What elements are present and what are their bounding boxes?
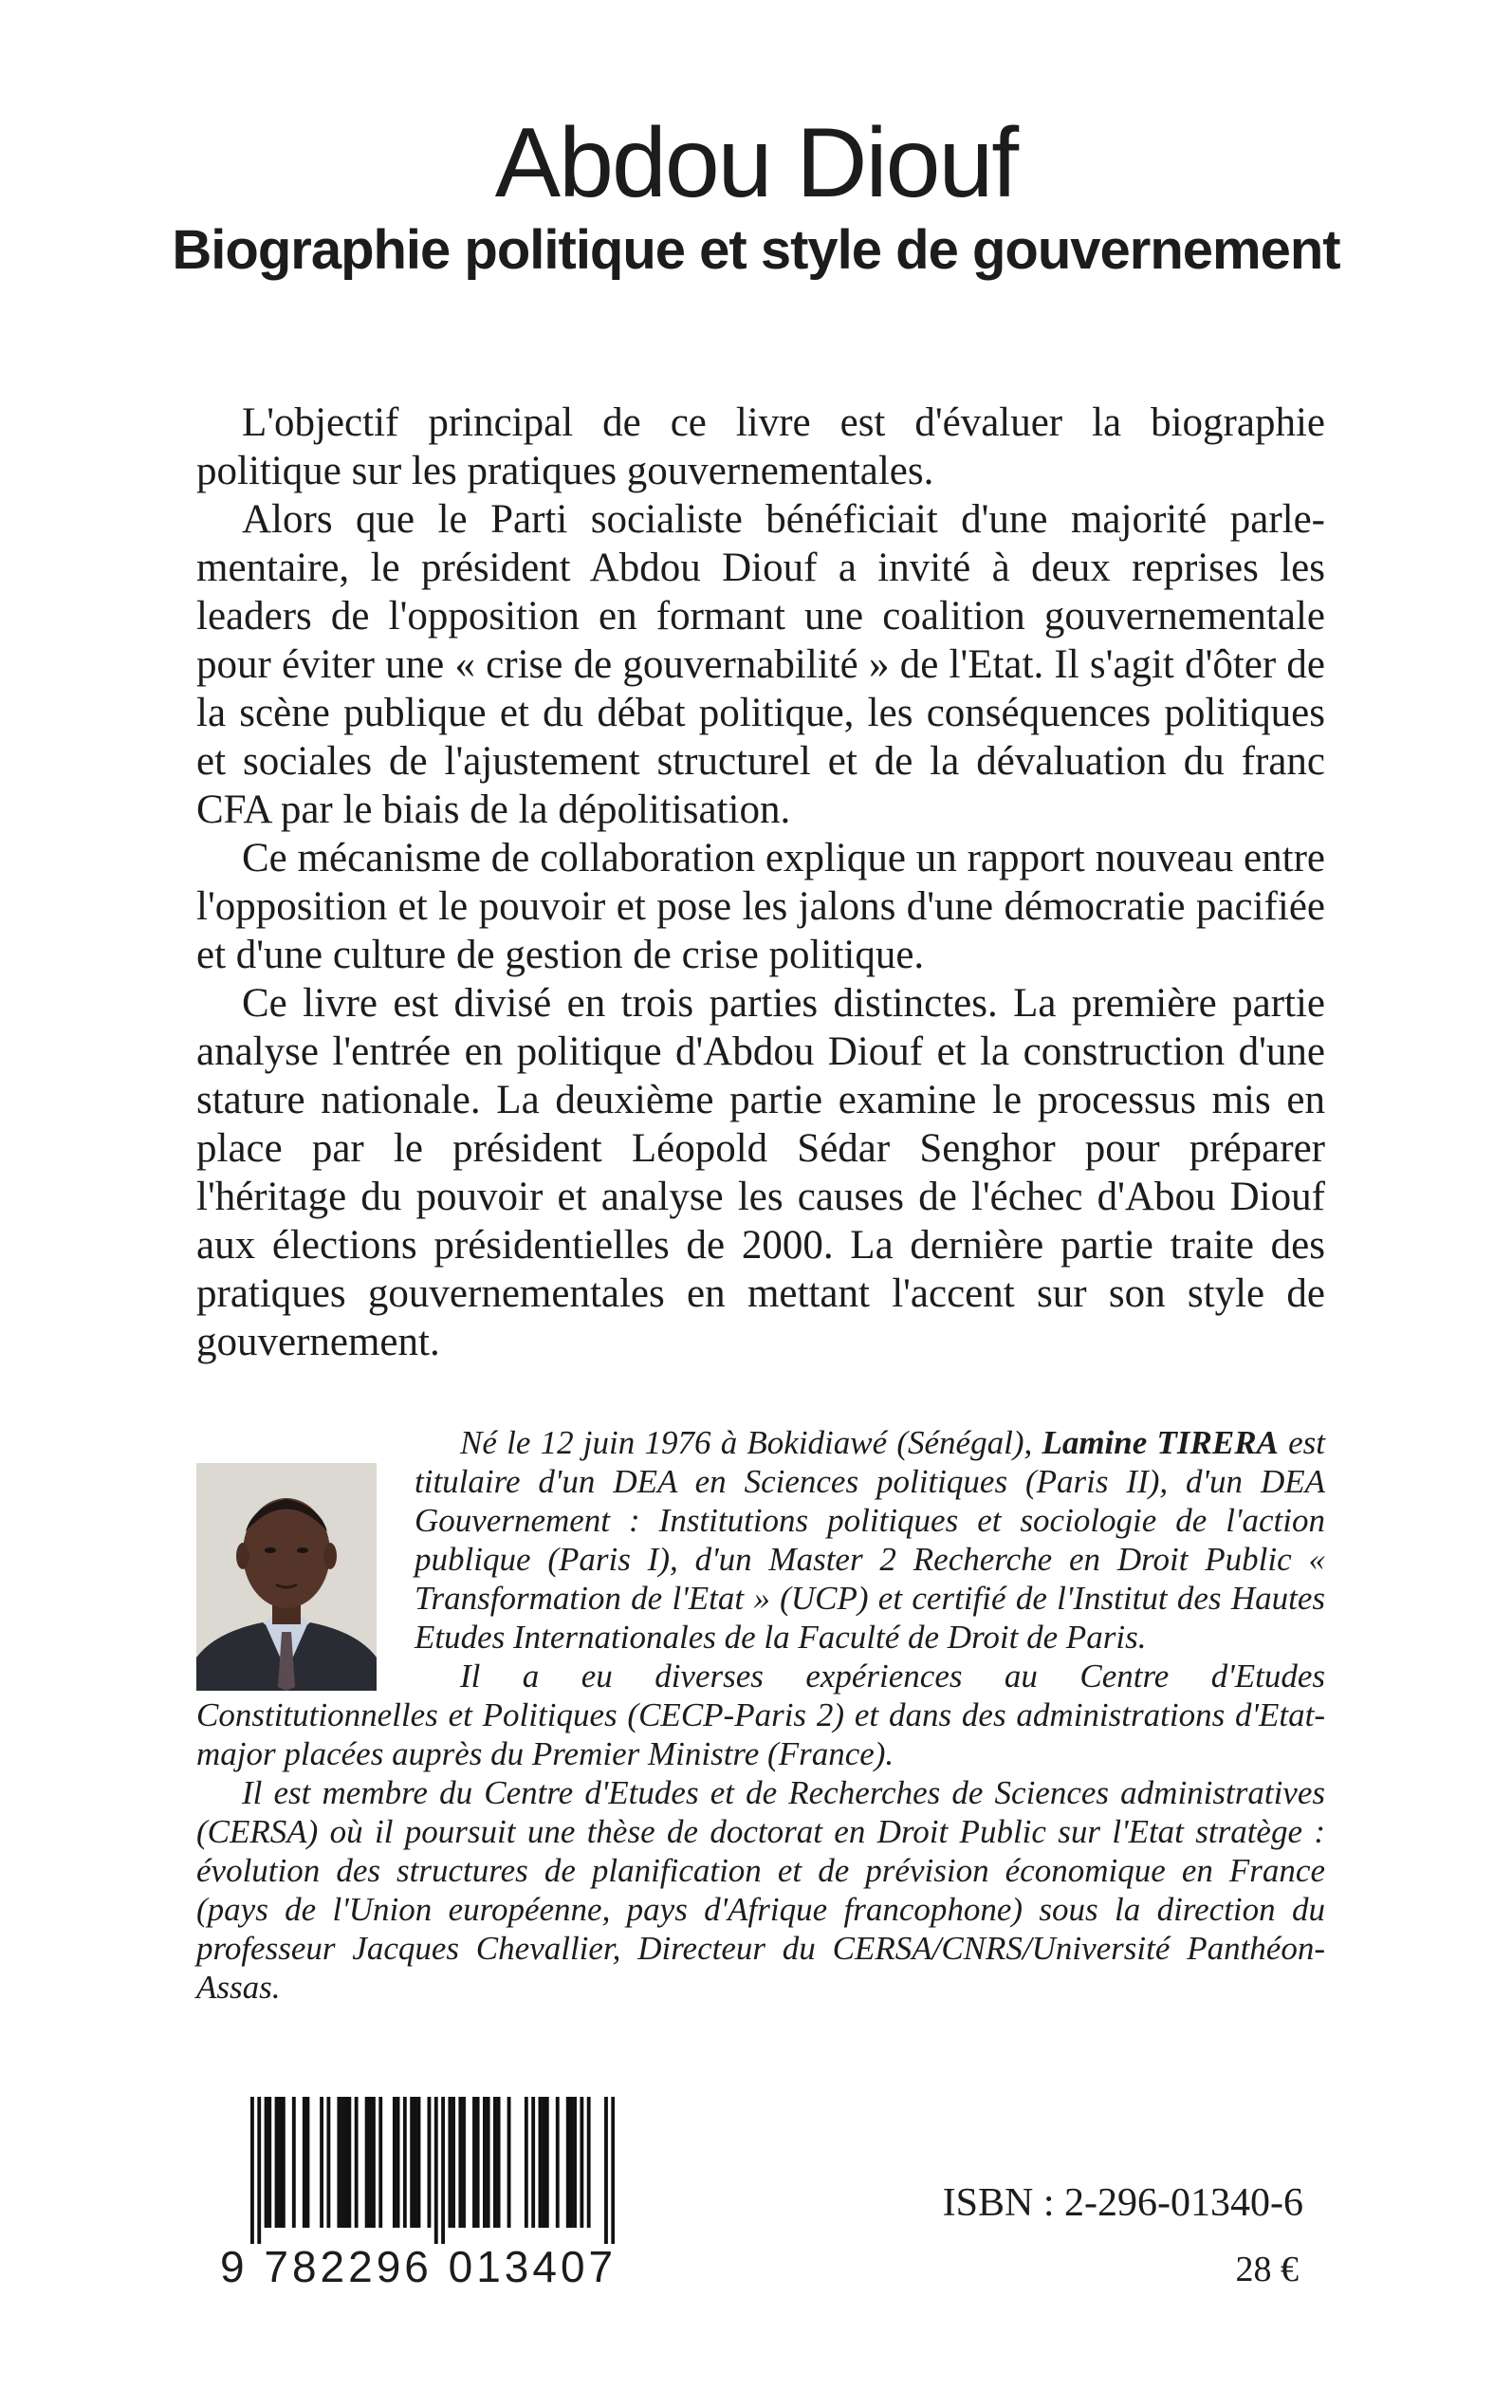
barcode-bar xyxy=(292,2097,296,2228)
summary-text xyxy=(196,398,1325,1366)
barcode-bar xyxy=(337,2097,341,2228)
barcode-bar xyxy=(507,2097,511,2228)
author-paragraph-2: Il a eu diverses expériences au Centre d'Etudes Constitutionnelles et Politiques (CECP-Paris 2) et dans des administrations d'Etat-major placées auprès du Premier Ministre (France). xyxy=(196,1658,1325,1772)
barcode-bar xyxy=(531,2097,535,2228)
barcode-bar xyxy=(365,2097,369,2228)
barcode-bar xyxy=(487,2097,490,2228)
barcode-bar xyxy=(368,2097,372,2228)
barcode-bar xyxy=(611,2097,615,2244)
barcode-bar xyxy=(347,2097,351,2228)
barcode-bar xyxy=(341,2097,344,2228)
barcode-bar xyxy=(303,2097,306,2228)
barcode-bar xyxy=(476,2097,480,2228)
barcode-digits: 9 782296 013407 xyxy=(220,2242,618,2291)
barcode-bar xyxy=(417,2097,421,2228)
author-intro-start: Né le 12 juin 1976 à Bokidiawé (Sénégal), xyxy=(460,1424,1042,1461)
barcode-bar xyxy=(493,2097,497,2228)
barcode-bars xyxy=(250,2097,615,2244)
price: 28 € xyxy=(1235,2250,1299,2289)
barcode-bar xyxy=(355,2097,359,2228)
barcode-bar xyxy=(378,2097,382,2228)
barcode-bar xyxy=(525,2097,528,2228)
barcode-bar xyxy=(414,2097,417,2228)
barcode-bar xyxy=(483,2097,487,2228)
author-biography xyxy=(196,1423,1325,2007)
barcode-bar xyxy=(434,2097,438,2244)
barcode-bar xyxy=(326,2097,330,2228)
barcode-bar xyxy=(569,2097,573,2228)
barcode-bar xyxy=(497,2097,501,2228)
barcode-bar xyxy=(282,2097,286,2228)
barcode-bar xyxy=(472,2097,476,2228)
barcode-bar xyxy=(344,2097,348,2228)
barcode-bar xyxy=(566,2097,570,2228)
barcode-bar xyxy=(458,2097,462,2228)
author-name: Lamine TIRERA xyxy=(1042,1424,1279,1461)
barcode-bar xyxy=(587,2097,591,2228)
summary-paragraph-4: Ce livre est divisé en trois parties distinctes. La première partie analyse l'entrée en politique d'Abdou Diouf et la construction d'une stature nationale. La deuxième partie examine le processus mis en place par le président Léopold Sédar Senghor pour préparer l'héritage du pouvoir et analyse les causes de l'échec d'Abou Diouf aux élections présidentielles de 2000. La dernière partie traite des pratiques gouvernementales en mettant l'accent sur son style de gouvernement. xyxy=(196,981,1325,1364)
barcode-bar xyxy=(573,2097,577,2228)
barcode-bar xyxy=(372,2097,376,2228)
barcode-bar xyxy=(396,2097,400,2228)
barcode-bar xyxy=(320,2097,323,2228)
barcode-bar xyxy=(580,2097,583,2228)
barcode-bar xyxy=(539,2097,543,2228)
barcode-bar xyxy=(393,2097,396,2228)
barcode-bar xyxy=(410,2097,414,2228)
barcode-bar xyxy=(441,2097,445,2244)
barcode-bar xyxy=(545,2097,549,2228)
barcode-bar xyxy=(604,2097,608,2244)
barcode-bar xyxy=(275,2097,279,2228)
barcode-bar xyxy=(278,2097,282,2228)
barcode-bar xyxy=(250,2097,254,2244)
barcode-bar xyxy=(556,2097,560,2228)
book-title: Abdou Diouf xyxy=(494,108,1018,218)
summary-paragraph-3: Ce mécanisme de collaboration explique un rapport nouveau entre l'opposition et le pouvoir et pose les jalons d'une démocratie pacifiée et d'une culture de gestion de crise politique. xyxy=(196,836,1325,977)
barcode-bar xyxy=(542,2097,545,2228)
summary-paragraph-2: Alors que le Parti socialiste bénéficiait d'une majorité parlementaire, le président Abdou Diouf a invité à deux reprises les leaders de l'opposition en formant une coalition gouvernementale pour éviter une « crise de gouvernabilité » de l'Etat. Il s'agit d'ôter de la scène publique et du débat politique, les conséquences politiques et sociales de l'ajustement structurel et de la dévaluation du franc CFA par le biais de la dépolitisation. xyxy=(196,497,1325,832)
isbn-barcode xyxy=(220,2097,618,2291)
barcode-bar xyxy=(448,2097,452,2228)
barcode-bar xyxy=(306,2097,310,2228)
barcode-bar xyxy=(267,2097,271,2228)
barcode-bar xyxy=(257,2097,261,2244)
barcode-bar xyxy=(462,2097,466,2228)
author-photo xyxy=(196,1463,377,1691)
isbn-number: ISBN : 2-296-01340-6 xyxy=(942,2181,1303,2225)
author-paragraph-3: Il est membre du Centre d'Etudes et de Recherches de Sciences administratives (CERSA) où il poursuit une thèse de doctorat en Droit Public sur l'Etat stratège : évolution des structures de planification et de prévision économique en France (pays de l'Union européenne, pays d'Afrique francophone) sous la direction du professeur Jacques Chevallier, Directeur du CERSA/CNRS/Université Panthéon-Assas. xyxy=(196,1774,1325,2006)
barcode-bar xyxy=(265,2097,268,2228)
barcode-bar xyxy=(452,2097,455,2228)
barcode-bar xyxy=(403,2097,407,2228)
author-intro-end: est titulaire d'un DEA en Sciences politiques (Paris II), d'un DEA Gouvernement : Institutions politiques et sociologie de l'action publique (Paris I), d'un Master 2 Recherche en Droit Public « Transformation de l'Etat » (UCP) et certifié de l'Institut des Hautes Etudes Internationales de la Faculté de Droit de Paris. xyxy=(415,1424,1325,1656)
book-subtitle: Biographie politique et style de gouvernement xyxy=(172,219,1340,281)
barcode-bar xyxy=(428,2097,432,2228)
summary-paragraph-1: L'objectif principal de ce livre est d'évaluer la biographie politique sur les pratiques gouvernementales. xyxy=(196,400,1325,493)
